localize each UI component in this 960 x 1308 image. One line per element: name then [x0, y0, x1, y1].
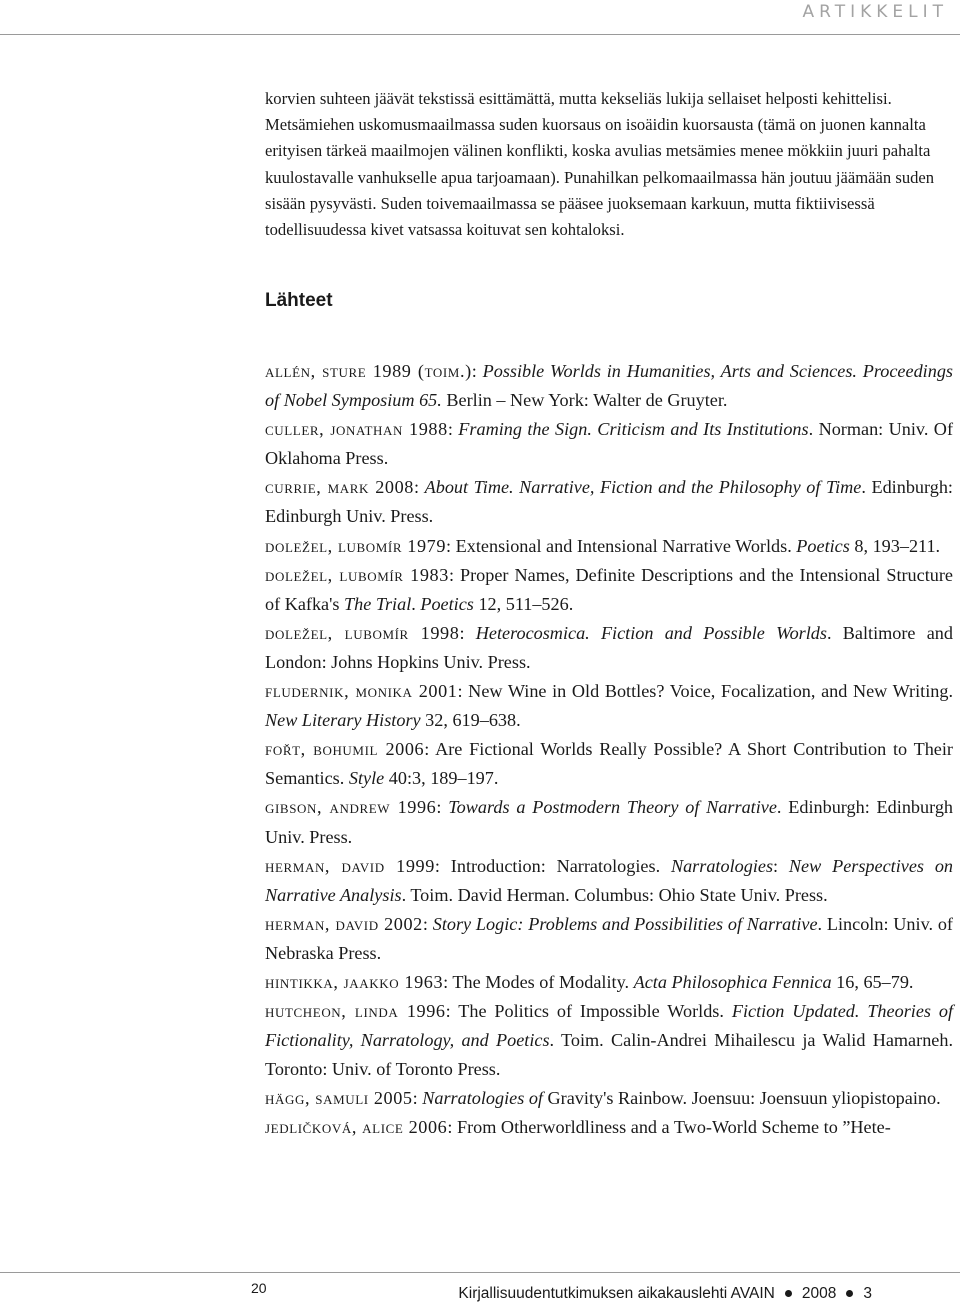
reference-author: culler, jonathan 1988: [265, 419, 448, 440]
reference-text: :: [436, 797, 449, 818]
journal-year: 2008: [801, 1285, 837, 1302]
reference-author: currie, mark 2008: [265, 477, 414, 498]
reference-entry: [265, 852, 953, 910]
reference-text: 32, 619–638.: [420, 710, 521, 731]
bullet-icon: [846, 1290, 853, 1297]
reference-author: fořt, bohumil 2006: [265, 739, 425, 760]
reference-entry: [265, 735, 953, 793]
reference-entry: [265, 473, 953, 531]
reference-title: Story Logic: Problems and Possibilities of Narrative: [432, 913, 818, 934]
reference-text: :: [413, 477, 425, 498]
bottom-divider: [0, 1272, 960, 1273]
reference-title: Poetics: [796, 535, 850, 556]
reference-text: : The Modes of Modality.: [443, 971, 634, 992]
reference-author: gibson, andrew 1996: [265, 797, 437, 818]
reference-text: . Toim. David Herman. Columbus: Ohio State Univ. Press.: [401, 884, 828, 905]
reference-author: doležel, lubomír 1979: [265, 535, 447, 556]
reference-title: Style: [348, 768, 385, 789]
reference-text: . Edinburgh: Edinburgh Univ. Press.: [265, 477, 953, 527]
reference-entry: [265, 1084, 953, 1113]
intro-paragraph: [265, 86, 955, 243]
reference-text: 40:3, 189–197.: [384, 768, 499, 789]
reference-text: 12, 511–526.: [473, 593, 574, 614]
reference-title: Narratologies: [670, 855, 774, 876]
reference-text: : New Wine in Old Bottles? Voice, Focalization, and New Writing.: [457, 681, 953, 702]
reference-title: Framing the Sign. Criticism and Its Institutions: [458, 419, 809, 440]
reference-title: Acta Philosophica Fennica: [633, 971, 832, 992]
reference-text: : From Otherworldliness and a Two-World Scheme to ”Hete-: [447, 1117, 891, 1138]
reference-text: : The Politics of Impossible Worlds.: [445, 1001, 732, 1022]
reference-title: New Literary History: [265, 710, 421, 731]
reference-entry: [265, 415, 953, 473]
reference-author: hintikka, jaakko 1963: [265, 971, 444, 992]
reference-author: doležel, lubomír 1983: [265, 564, 449, 585]
reference-title: Poetics: [420, 593, 474, 614]
journal-issue: 3: [863, 1285, 872, 1302]
reference-entry: [265, 997, 953, 1084]
reference-text: :: [459, 622, 476, 643]
reference-text: .: [411, 593, 421, 614]
reference-title: About Time. Narrative, Fiction and the Philosophy of Time: [424, 477, 862, 498]
reference-author: jedličková, alice 2006: [265, 1117, 448, 1138]
reference-title: Towards a Postmodern Theory of Narrative: [448, 797, 777, 818]
reference-author: hutcheon, linda 1996: [265, 1001, 446, 1022]
reference-text: 8, 193–211.: [849, 535, 941, 556]
top-divider: [0, 34, 960, 35]
reference-author: herman, david 1999: [265, 855, 435, 876]
section-heading: Lähteet: [265, 290, 333, 311]
reference-text: : Are Fictional Worlds Really Possible? A Short Contribution to Their Semantics.: [265, 739, 953, 789]
reference-text: : Introduction: Narratologies.: [434, 855, 671, 876]
reference-title: The Trial: [344, 593, 412, 614]
reference-author: allén, sture 1989 (toim.): [265, 361, 472, 381]
reference-text: . Norman: Univ. Of Oklahoma Press.: [265, 419, 953, 469]
reference-entry: [265, 793, 953, 851]
reference-text: . Lincoln: Univ. of Nebraska Press.: [265, 913, 953, 963]
bullet-icon: [785, 1290, 792, 1297]
reference-author: fludernik, monika 2001: [265, 681, 458, 702]
reference-title: Fiction Updated. Theories of Fictionality, Narratology, and Poetics: [265, 1001, 954, 1051]
reference-text: 16, 65–79.: [831, 971, 914, 992]
reference-text: : Extensional and Intensional Narrative Worlds.: [446, 535, 797, 556]
journal-title: Kirjallisuudentutkimuksen aikakauslehti AVAIN: [458, 1285, 775, 1302]
reference-entry: [265, 968, 953, 997]
intro-text: korvien suhteen jäävät tekstissä esittämättä, mutta kekseliäs lukija sellaiset helposti kehittelisi. Metsämiehen uskomusmaailmassa suden kuorsaus on isoäidin kuorsausta (tämä on juonen kannalta erityisen tärkeä maailmojen välinen konflikti, koska avulias metsämies menee mökkiin juuri pahalta kuulostavalle vanhukselle apua tarjoamaan). Punahilkan pelkomaailmassa hän joutuu jäämään suden sisään pysyvästi. Suden toivemaailmassa se pääsee juoksemaan karkuun, mutta fiktiivisessä todellisuudessa kivet vatsassa koituvat sen kohtaloksi.: [265, 89, 935, 240]
reference-entry: [265, 532, 953, 561]
reference-text: :: [773, 855, 789, 876]
section-label: ARTIKKELIT: [802, 2, 948, 22]
reference-entry: [265, 561, 953, 619]
reference-entry: [265, 619, 953, 677]
reference-author: hägg, samuli 2005: [265, 1088, 413, 1109]
page-number: 20: [251, 1280, 267, 1296]
reference-text: :: [422, 913, 433, 934]
reference-title: Heterocosmica. Fiction and Possible Worlds: [475, 622, 827, 643]
reference-text: :: [412, 1088, 423, 1109]
reference-list: [265, 357, 953, 1143]
reference-author: doležel, lubomír 1998: [265, 622, 460, 643]
reference-title: Possible Worlds in Humanities, Arts and Sciences. Proceedings of Nobel Symposium 65.: [265, 361, 953, 411]
reference-text: . Toim. Calin-Andrei Mihailescu ja Walid Hamarneh. Toronto: Univ. of Toronto Press.: [265, 1030, 953, 1080]
reference-title: New Perspectives on Narrative Analysis: [265, 855, 954, 905]
reference-text: : Proper Names, Definite Descriptions and the Intensional Structure of Kafka's: [265, 564, 954, 614]
reference-author: herman, david 2002: [265, 913, 423, 934]
reference-entry: [265, 357, 953, 415]
reference-text: :: [471, 361, 483, 381]
reference-text: . Baltimore and London: Johns Hopkins Univ. Press.: [265, 622, 953, 672]
reference-entry: [265, 1113, 953, 1142]
reference-entry: [265, 677, 953, 735]
reference-text: Berlin – New York: Walter de Gruyter.: [441, 390, 728, 411]
reference-text: . Edinburgh: Edinburgh Univ. Press.: [265, 797, 954, 847]
reference-entry: [265, 910, 953, 968]
journal-footer: [458, 1285, 872, 1303]
reference-title: Narratologies of: [422, 1088, 543, 1109]
reference-text: Gravity's Rainbow. Joensuu: Joensuun yliopistopaino.: [542, 1088, 941, 1109]
reference-text: :: [447, 419, 459, 440]
